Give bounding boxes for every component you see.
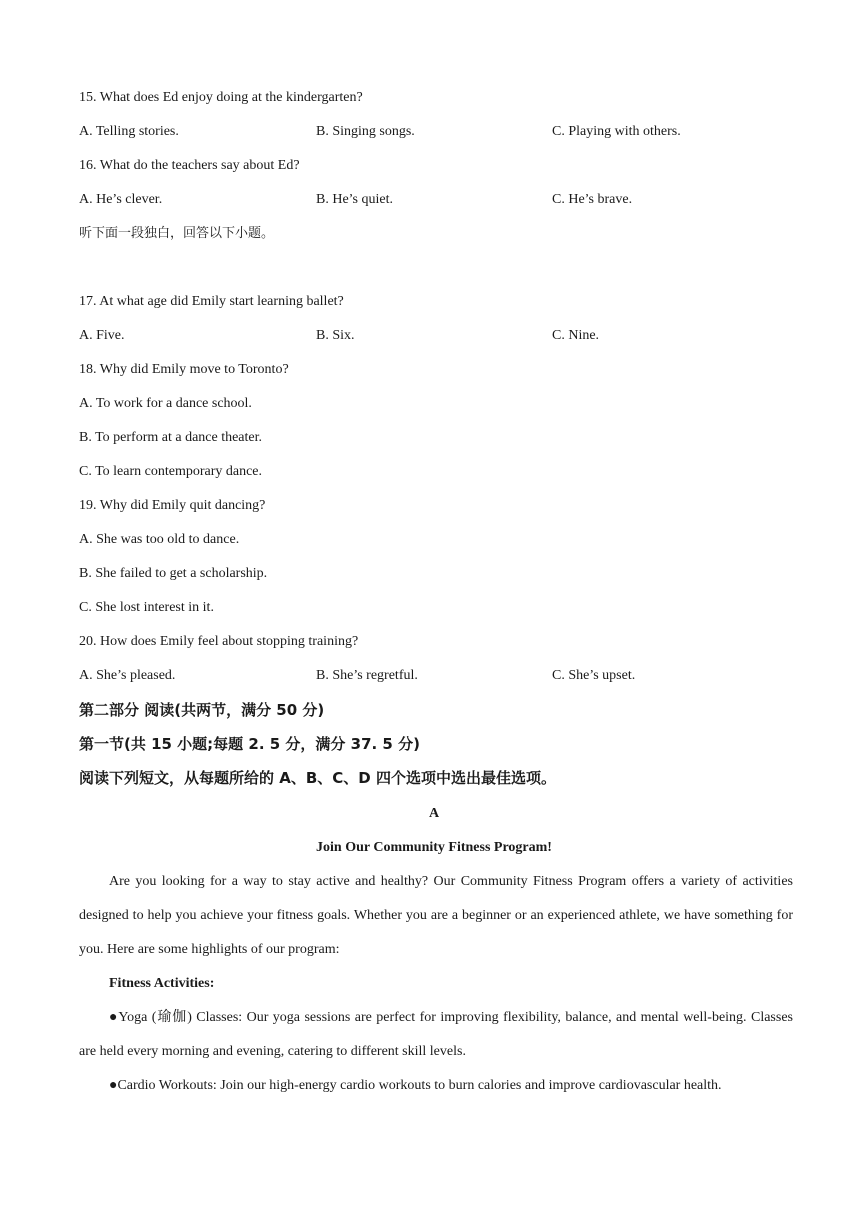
q19-option-c: C. She lost interest in it.	[79, 600, 214, 615]
part-two-title: 第二部分 阅读(共两节，满分 50 分)	[79, 701, 325, 719]
q18-option-c: C. To learn contemporary dance.	[79, 464, 263, 479]
section-one-title: 第一节(共 15 小题;每题 2. 5 分，满分 37. 5 分)	[79, 735, 420, 753]
question-20: 20. How does Emily feel about stopping training?	[79, 634, 359, 649]
passage-label: A	[428, 806, 440, 821]
q16-option-b: B. He’s quiet.	[316, 192, 393, 207]
q19-option-b: B. She failed to get a scholarship.	[79, 566, 268, 581]
q19-option-a: A. She was too old to dance.	[79, 532, 240, 547]
q15-option-b: B. Singing songs.	[316, 124, 415, 139]
reading-instruction: 阅读下列短文，从每题所给的 A、B、C、D 四个选项中选出最佳选项。	[79, 769, 556, 787]
q18-option-b: B. To perform at a dance theater.	[79, 430, 263, 445]
question-17: 17. At what age did Emily start learning ballet?	[79, 294, 344, 309]
q17-option-a: A. Five.	[79, 328, 125, 343]
question-16: 16. What do the teachers say about Ed?	[79, 158, 300, 173]
cardio-paragraph: ●Cardio Workouts: Join our high-energy cardio workouts to burn calories and improve cardiovascular health.	[109, 1078, 722, 1093]
q20-option-b: B. She’s regretful.	[316, 668, 418, 683]
q17-option-b: B. Six.	[316, 328, 355, 343]
passage-intro: Are you looking for a way to stay active and healthy? Our Community Fitness Program offers a variety of activities designed to help you achieve your fitness goals. Whether you are a beginner or an experienced athlete, we have something for you. Here are some highlights of our program:	[79, 874, 793, 957]
q18-option-a: A. To work for a dance school.	[79, 396, 252, 411]
q17-option-c: C. Nine.	[552, 328, 600, 343]
q15-option-c: C. Playing with others.	[552, 124, 681, 139]
q16-option-c: C. He’s brave.	[552, 192, 633, 207]
q20-option-a: A. She’s pleased.	[79, 668, 176, 683]
passage-title: Join Our Community Fitness Program!	[316, 840, 552, 855]
q15-option-a: A. Telling stories.	[79, 124, 179, 139]
question-18: 18. Why did Emily move to Toronto?	[79, 362, 289, 377]
yoga-paragraph: ●Yoga (瑜伽) Classes: Our yoga sessions are perfect for improving flexibility, balance, and mental well-being. Classes are held every morning and evening, catering to different skill levels.	[79, 1010, 793, 1059]
monologue-instruction: 听下面一段独白，回答以下小题。	[79, 226, 275, 241]
q20-option-c: C. She’s upset.	[552, 668, 636, 683]
question-19: 19. Why did Emily quit dancing?	[79, 498, 266, 513]
question-15: 15. What does Ed enjoy doing at the kindergarten?	[79, 90, 363, 105]
q16-option-a: A. He’s clever.	[79, 192, 163, 207]
fitness-activities-heading: Fitness Activities:	[109, 976, 215, 991]
